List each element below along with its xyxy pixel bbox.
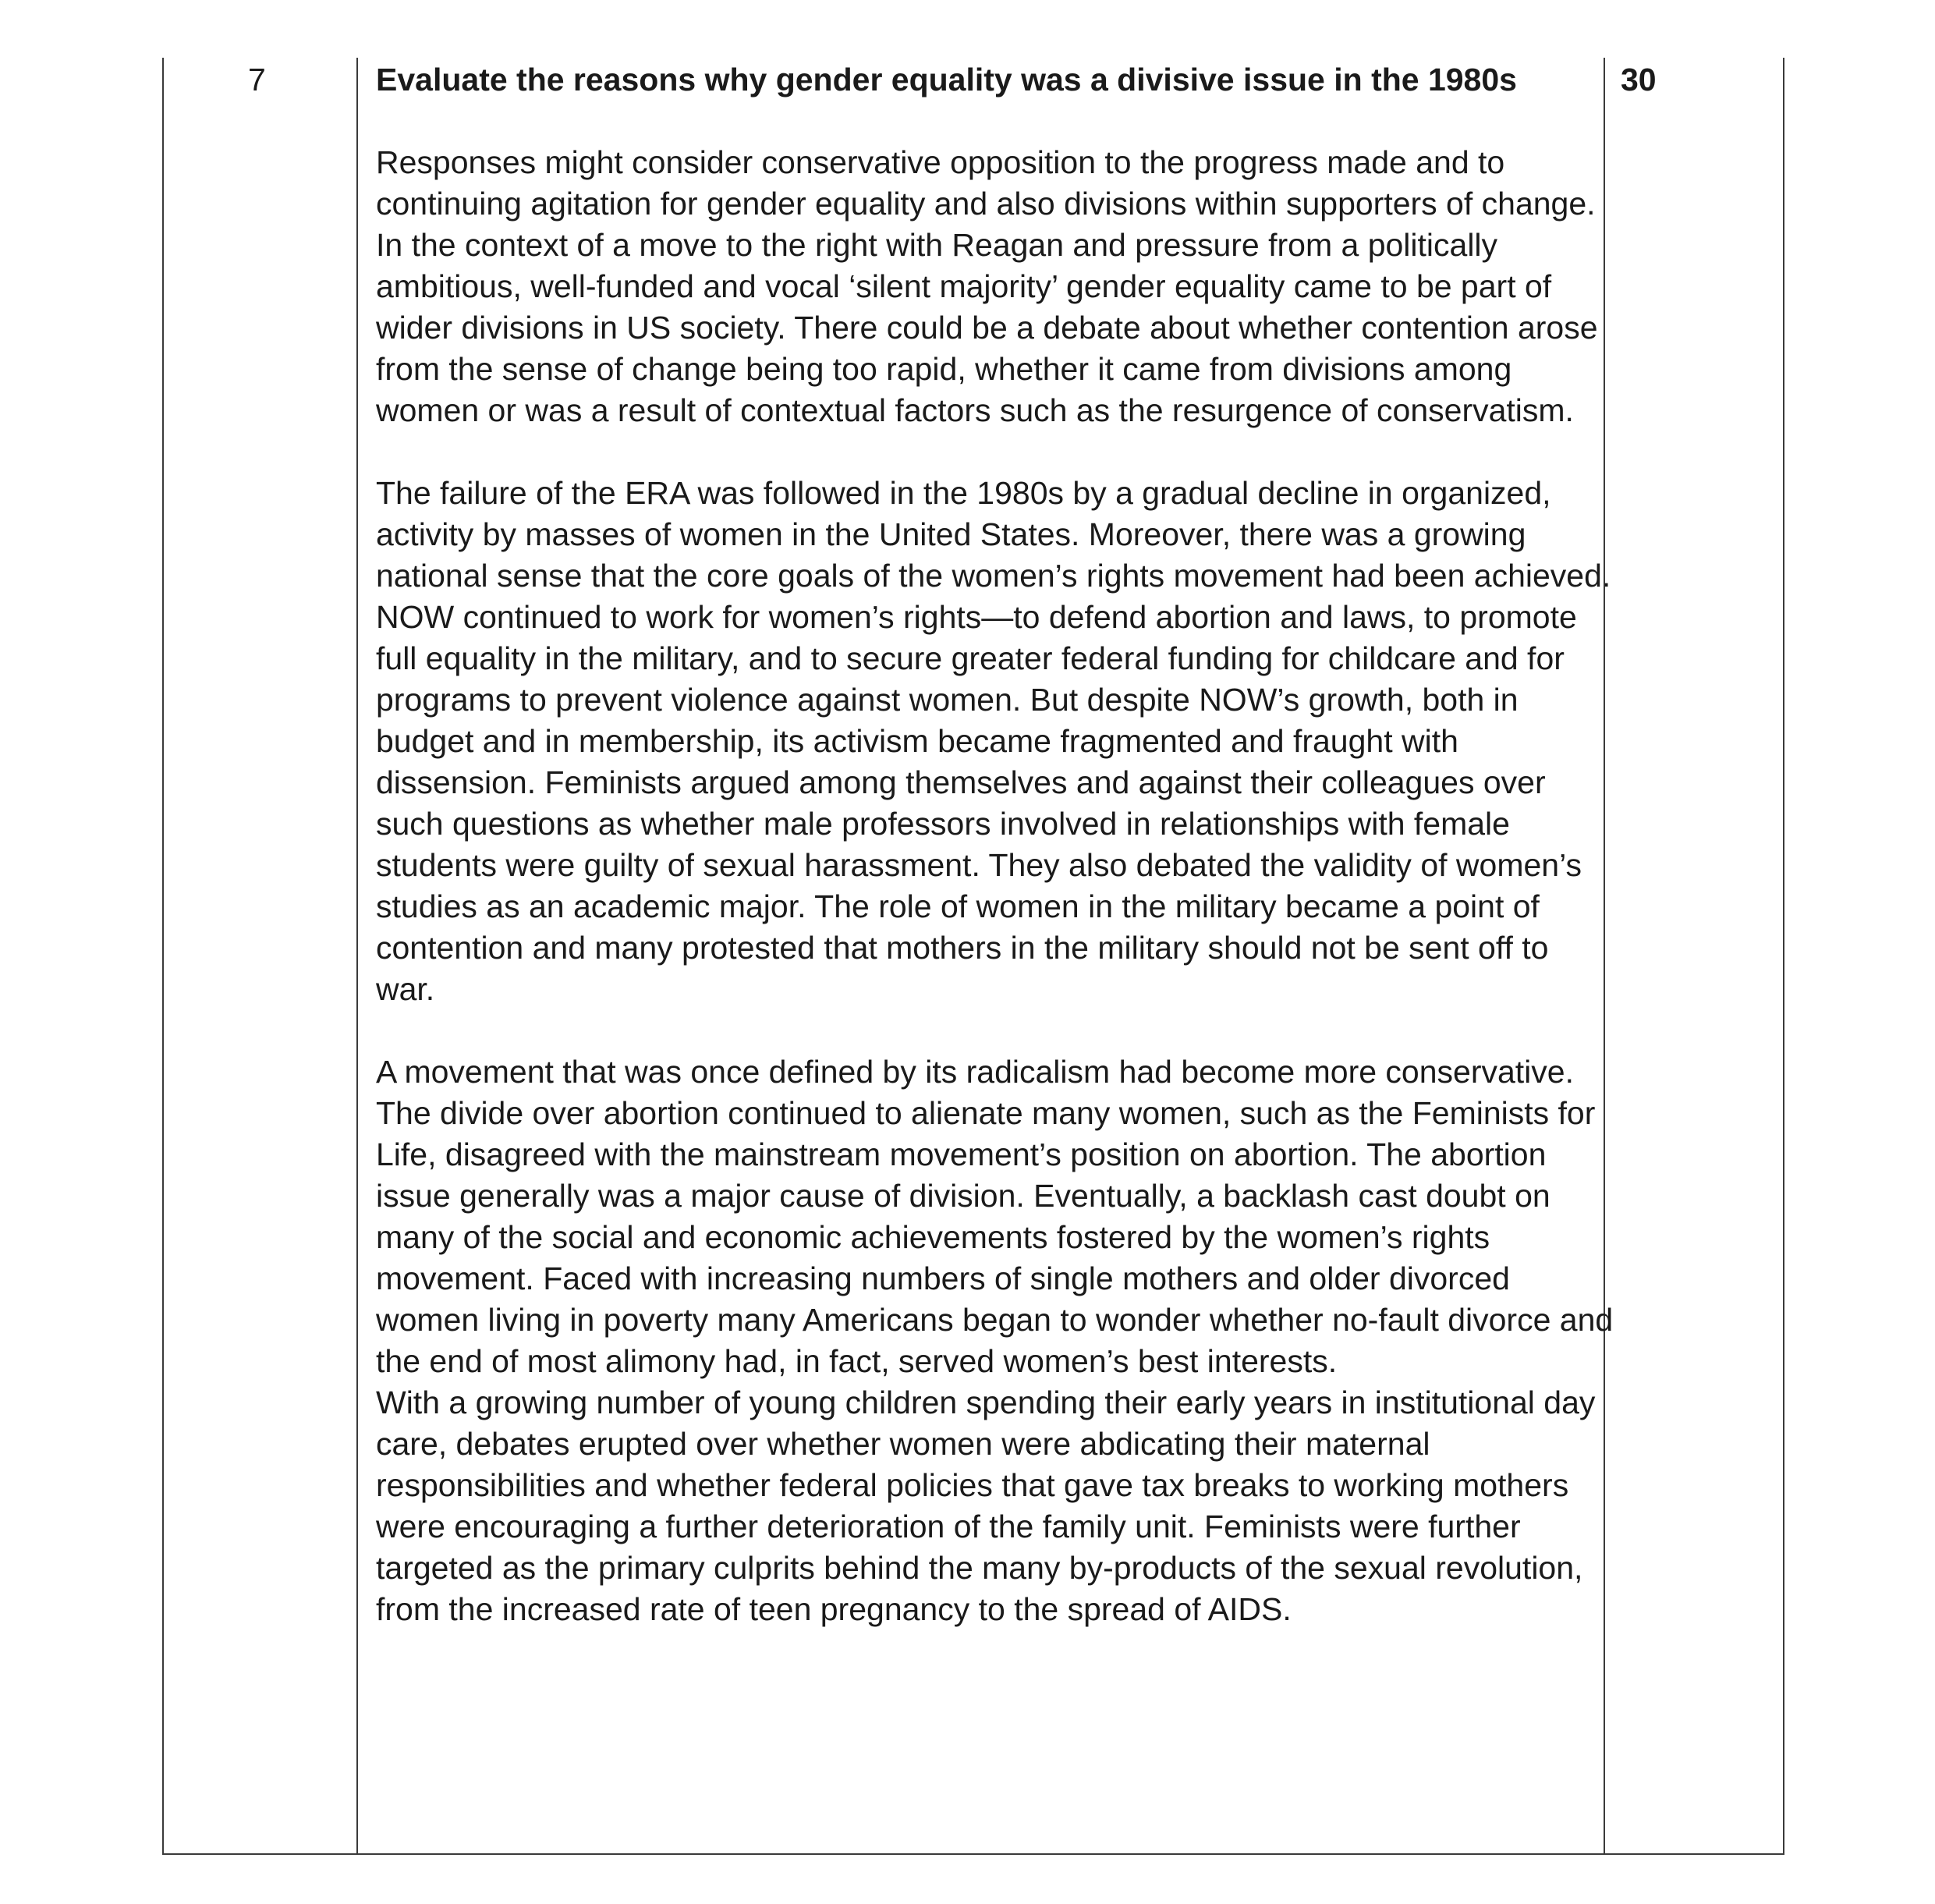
- mark-scheme-table: [162, 58, 1784, 1855]
- question-number: 7: [248, 62, 266, 98]
- table-border-left: [162, 58, 164, 1855]
- marks-value: 30: [1621, 62, 1657, 98]
- guidance-paragraph: Responses might consider conservative opposition to the progress made and to continuing agitation for gender equality and also divisions within supporters of change. In the context of a move to the right with Reagan and pressure from a politically ambitious, well-funded and vocal ‘silent majority’ gender equality came to be part of wider divisions in US society. There could be a debate about whether contention arose from the sense of change being too rapid, whether it came from divisions among women or was a result of contextual factors such as the resurgence of conservatism.: [376, 144, 1598, 428]
- guidance-paragraph: The failure of the ERA was followed in the 1980s by a gradual decline in organized, activity by masses of women in the United States. Moreover, there was a growing national sense that the core goals of the women’s rights movement had been achieved. NOW continued to work for women’s rights—to defend abortion and laws, to promote full equality in the military, and to secure greater federal funding for childcare and for programs to prevent violence against women. But despite NOW’s growth, both in budget and in membership, its activism became fragmented and fraught with dissension. Feminists argued among themselves and against their colleagues over such questions as whether male professors involved in relationships with female students were guilty of sexual harassment. They also debated the validity of women’s studies as an academic major. The role of women in the military became a point of contention and many protested that mothers in the military should not be sent off to war.: [376, 475, 1611, 1007]
- table-border-right: [1783, 58, 1784, 1855]
- guidance-paragraph: With a growing number of young children spending their early years in institutional day care, debates erupted over whether women were abdicating their maternal responsibilities and whether federal policies that gave tax breaks to working mothers were encouraging a further deterioration of the family unit. Feminists were further targeted as the primary culprits behind the many by-products of the sexual revolution, from the increased rate of teen pregnancy to the spread of AIDS.: [376, 1385, 1596, 1627]
- table-border-bottom: [162, 1853, 1784, 1855]
- column-divider-number: [356, 58, 358, 1855]
- question-text: Evaluate the reasons why gender equality was a divisive issue in the 1980s: [376, 62, 1517, 98]
- guidance-cell: [376, 59, 1616, 1630]
- guidance-paragraph: A movement that was once defined by its radicalism had become more conservative. The divide over abortion continued to alienate many women, such as the Feminists for Life, disagreed with the mainstream movement’s position on abortion. The abortion issue generally was a major cause of division. Eventually, a backlash cast doubt on many of the social and economic achievements fostered by the women’s rights movement. Faced with increasing numbers of single mothers and older divorced women living in poverty many Americans began to wonder whether no-fault divorce and the end of most alimony had, in fact, served women’s best interests.: [376, 1054, 1614, 1379]
